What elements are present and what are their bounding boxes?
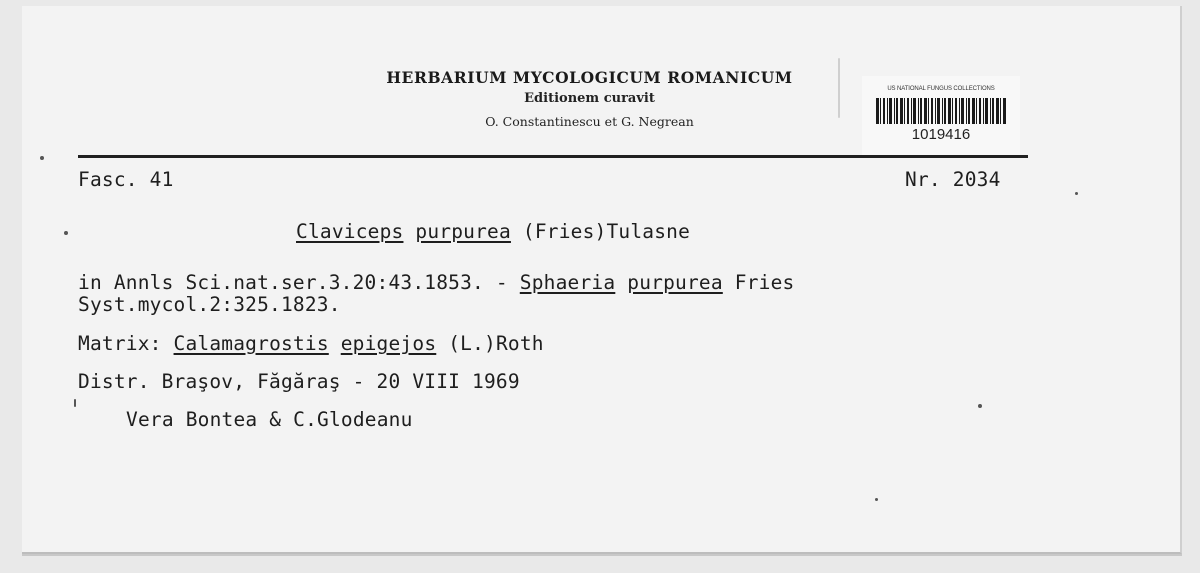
- speck-mark: [978, 404, 982, 408]
- speck-mark: [74, 399, 76, 407]
- speck-mark: [1075, 192, 1078, 195]
- matrix-label: Matrix:: [78, 332, 162, 355]
- host-authority: (L.)Roth: [448, 332, 544, 355]
- speck-mark: [40, 156, 44, 160]
- barcode-icon: [876, 98, 1006, 124]
- host-epithet: epigejos: [340, 332, 437, 355]
- editors-line: O. Constantinescu et G. Negrean: [485, 114, 694, 129]
- taxon-epithet: purpurea: [415, 220, 511, 243]
- taxon-authority: (Fries)Tulasne: [522, 220, 691, 243]
- specimen-number: Nr. 2034: [905, 168, 1001, 191]
- taxon-name: [296, 220, 690, 243]
- synonym-author: Fries: [734, 271, 795, 294]
- herbarium-label: [22, 6, 1182, 554]
- publication-citation: in Annls Sci.nat.ser.3.20:43.1853. -: [78, 271, 520, 294]
- synonym-genus: Sphaeria: [519, 271, 616, 294]
- publication-line-2: Syst.mycol.2:325.1823.: [78, 293, 341, 316]
- barcode-label: [862, 76, 1020, 156]
- taxon-genus: Claviceps: [296, 220, 404, 243]
- herbarium-title: HERBARIUM MYCOLOGICUM ROMANICUM: [386, 68, 793, 87]
- publication-line: [78, 271, 794, 294]
- fold-mark: [838, 58, 840, 118]
- matrix-line: [78, 332, 544, 355]
- collectors-line: Vera Bontea & C.Glodeanu: [126, 408, 413, 431]
- barcode-number: 1019416: [911, 126, 971, 143]
- speck-mark: [875, 498, 878, 501]
- barcode-caption: US NATIONAL FUNGUS COLLECTIONS: [887, 86, 995, 92]
- fascicle-number: Fasc. 41: [78, 168, 174, 191]
- host-genus: Calamagrostis: [173, 332, 329, 355]
- header-divider: [78, 155, 1028, 158]
- distribution-line: Distr. Braşov, Făgăraş - 20 VIII 1969: [78, 370, 520, 393]
- synonym-epithet: purpurea: [627, 271, 723, 294]
- speck-mark: [64, 231, 68, 235]
- edited-by-line: Editionem curavit: [524, 91, 655, 106]
